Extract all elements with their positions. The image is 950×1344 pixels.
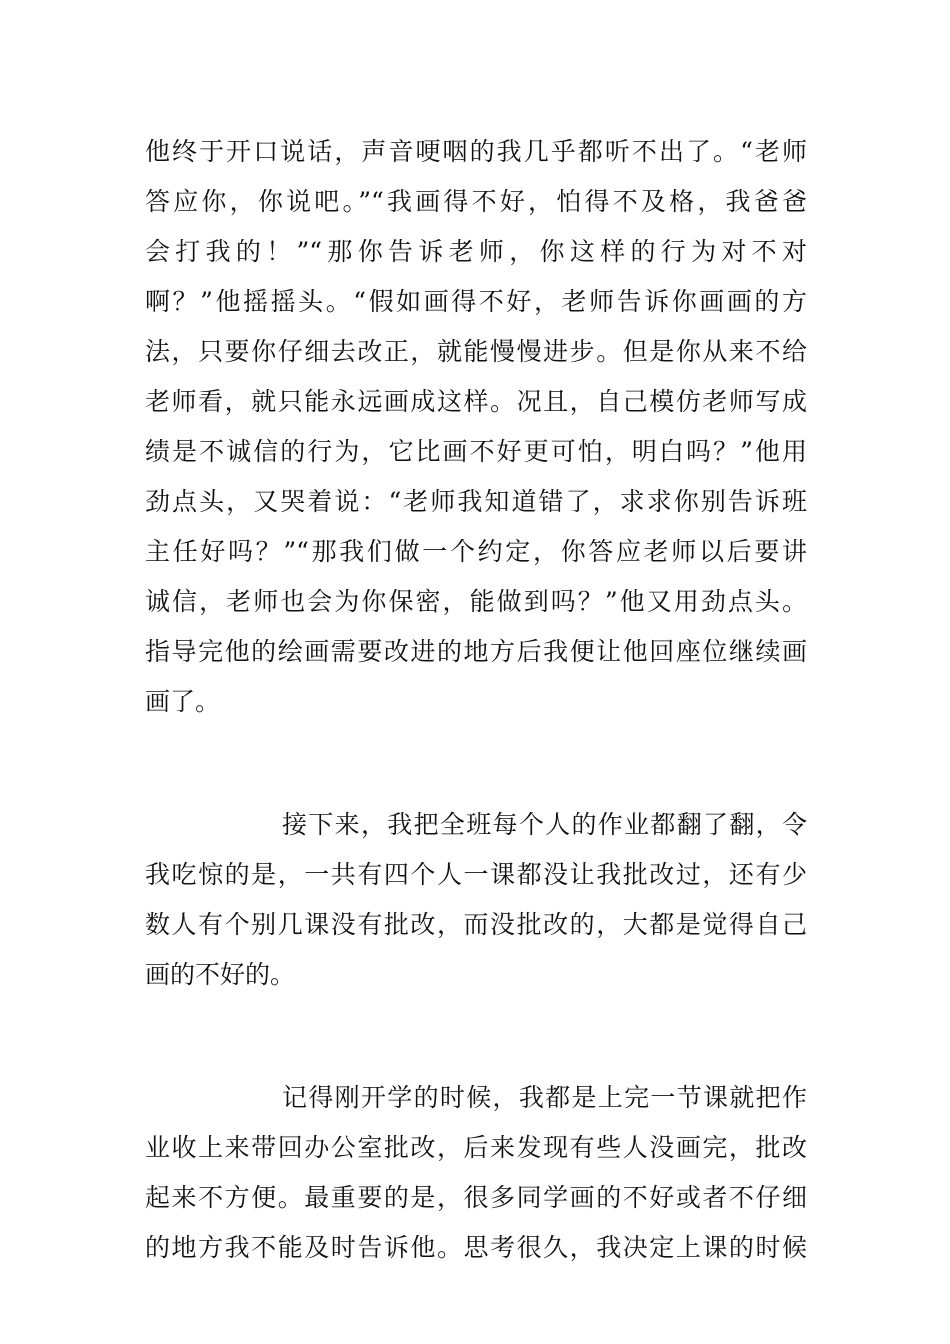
- text-line: 绩是不诚信的行为，它比画不好更可怕，明白吗？”他用: [145, 437, 807, 466]
- text-line: 指导完他的绘画需要改进的地方后我便让他回座位继续画: [145, 637, 807, 666]
- text-line: 会打我的！”“那你告诉老师，你这样的行为对不对: [145, 237, 807, 266]
- paragraph-2: [145, 800, 807, 1000]
- text-line: 他终于开口说话，声音哽咽的我几乎都听不出了。“老师: [145, 137, 807, 166]
- paragraph-spacer: [145, 727, 807, 800]
- text-line: 劲点头，又哭着说：“老师我知道错了，求求你别告诉班: [145, 487, 807, 516]
- text-line: 数人有个别几课没有批改，而没批改的，大都是觉得自己: [145, 910, 807, 939]
- text-line: 记得刚开学的时候，我都是上完一节课就把作: [282, 1083, 807, 1112]
- document-body: [145, 127, 807, 1273]
- text-line: 接下来，我把全班每个人的作业都翻了翻，令: [282, 810, 807, 839]
- paragraph-spacer: [145, 1000, 807, 1073]
- text-line: 诚信，老师也会为你保密，能做到吗？”他又用劲点头。: [145, 587, 807, 616]
- text-line: 业收上来带回办公室批改，后来发现有些人没画完，批改: [145, 1133, 807, 1162]
- text-line: 法，只要你仔细去改正，就能慢慢进步。但是你从来不给: [145, 337, 807, 366]
- text-line: 我吃惊的是，一共有四个人一课都没让我批改过，还有少: [145, 860, 807, 889]
- text-line: 啊？”他摇摇头。“假如画得不好，老师告诉你画画的方: [145, 287, 807, 316]
- text-line: 答应你，你说吧。”“我画得不好，怕得不及格，我爸爸: [145, 187, 807, 216]
- text-line: 主任好吗？”“那我们做一个约定，你答应老师以后要讲: [145, 537, 807, 566]
- text-line: 老师看，就只能永远画成这样。况且，自己模仿老师写成: [145, 387, 807, 416]
- paragraph-1: [145, 127, 807, 727]
- text-line: 画的不好的。: [145, 960, 296, 989]
- text-line: 起来不方便。最重要的是，很多同学画的不好或者不仔细: [145, 1183, 807, 1212]
- paragraph-3: [145, 1073, 807, 1273]
- text-line: 的地方我不能及时告诉他。思考很久，我决定上课的时候: [145, 1233, 807, 1262]
- text-line: 画了。: [145, 687, 221, 716]
